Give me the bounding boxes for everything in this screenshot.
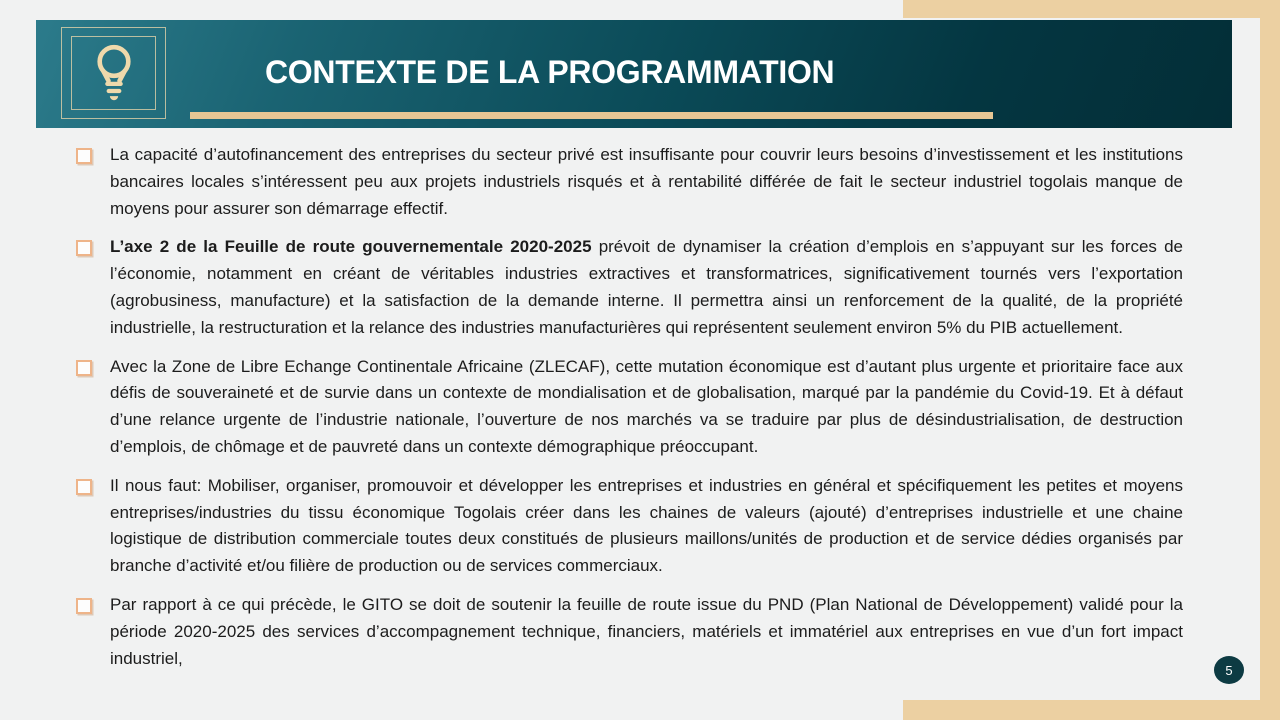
list-item [76,473,1183,580]
page-title: CONTEXTE DE LA PROGRAMMATION [265,54,835,90]
list-item [76,142,1183,222]
accent-right-strip [1260,0,1280,720]
icon-frame [61,27,166,119]
icon-frame-inner [71,36,156,110]
accent-bottom-strip [903,700,1280,720]
list-item [76,354,1183,461]
accent-top-strip [903,0,1280,18]
paragraph-text: Avec la Zone de Libre Echange Continentale Africaine (ZLECAF), cette mutation économique est d’autant plus urgente et prioritaire face aux défis de souveraineté et de survie dans un contexte de mondialisation et de globalisation, marqué par la pandémie du Covid-19. Et à défaut d’une relance urgente de l’industrie nationale, l’ouverture de nos marchés va se traduire par plus de désindustrialisation, de destruction d’emplois, de chômage et de pauvreté dans un contexte démographique préoccupant. [110,356,1183,456]
paragraph-text: L’axe 2 de la Feuille de route gouvernementale 2020-2025 prévoit de dynamiser la création d’emplois en s’appuyant sur les forces de l’économie, notamment en créant de véritables industries extractives et transformatrices, significativement tournés vers l’exportation (agrobusiness, manufacture) et la satisfaction de la demande interne. Il permettra ainsi un renforcement de la qualité, de la propriété industrielle, la restructuration et la relance des industries manufacturières qui représentent seulement environ 5% du PIB actuellement. [110,237,1183,337]
list-item [76,234,1183,341]
checkbox-bullet-icon [76,240,92,256]
checkbox-bullet-icon [76,148,92,164]
title-underline [190,112,993,119]
list-item [76,592,1183,672]
paragraph-text: La capacité d’autofinancement des entreprises du secteur privé est insuffisante pour couvrir leurs besoins d’investissement et les institutions bancaires locales s’intéressent peu aux projets industriels risqués et à rentabilité différée de fait le secteur industriel togolais manque de moyens pour assurer son démarrage effectif. [110,145,1183,218]
checkbox-bullet-icon [76,360,92,376]
paragraph-bold-lead: L’axe 2 de la Feuille de route gouvernementale 2020-2025 [110,237,592,257]
paragraph-text: Il nous faut: Mobiliser, organiser, promouvoir et développer les entreprises et industries en général et spécifiquement les petites et moyens entreprises/industries du tissu économique Togolais créer dans les chaines de valeurs (ajouté) d’entreprises industrielle et une chaine logistique de distribution commerciale toutes deux constitués de plusieurs maillons/unités de production et de service dédies organisés par branche d’activité et/ou filière de production ou de services commerciaux. [110,475,1183,576]
lightbulb-icon [90,43,138,103]
paragraph-list [76,142,1183,684]
header-banner [36,20,1232,128]
checkbox-bullet-icon [76,479,92,495]
checkbox-bullet-icon [76,598,92,614]
page-number-badge: 5 [1214,656,1244,684]
paragraph-text: Par rapport à ce qui précède, le GITO se doit de soutenir la feuille de route issue du PND (Plan National de Développement) validé pour la période 2020-2025 des services d’accompagnement technique, financiers, matériels et immatériel aux entreprises en vue d’un fort impact industriel, [110,594,1183,668]
